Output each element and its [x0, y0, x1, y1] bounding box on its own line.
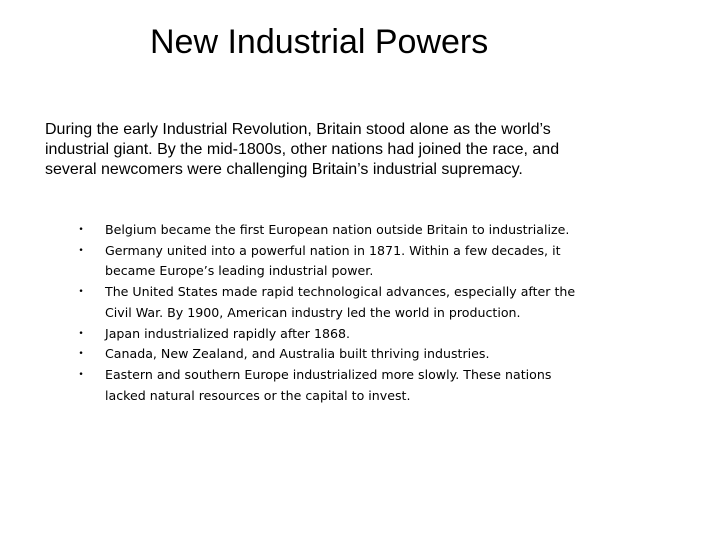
intro-paragraph: During the early Industrial Revolution, Britain stood alone as the world’s industrial giant. By the mid-1800s, other nations had joined the race, and several newcomers were challenging Britain’s industrial supremacy. — [45, 121, 560, 178]
bullet-text: Japan industrialized rapidly after 1868. — [105, 325, 351, 341]
bullet-icon: • — [78, 328, 84, 339]
bullet-icon: • — [78, 245, 84, 256]
bullet-text: Germany united into a powerful nation in 1871. Within a few decades, it became Europe’s leading industrial power. — [105, 242, 561, 279]
bullet-icon: • — [78, 225, 84, 235]
bullet-item — [76, 220, 586, 241]
bullet-list — [76, 220, 586, 406]
bullet-icon: • — [78, 349, 84, 360]
bullet-item — [76, 324, 586, 345]
bullet-text: The United States made rapid technological advances, especially after the Civil War. By 1900, American industry led the world in production. — [105, 284, 576, 320]
bullet-item — [76, 365, 586, 406]
bullet-item — [76, 282, 586, 323]
bullet-text: Belgium became the first European nation outside Britain to industrialize. — [105, 222, 570, 237]
bullet-icon: • — [78, 287, 84, 298]
bullet-icon: • — [78, 369, 84, 380]
bullet-text: Eastern and southern Europe industrialized more slowly. These nations lacked natural resources or the capital to invest. — [105, 366, 552, 403]
bullet-item — [76, 344, 586, 365]
bullet-item — [76, 241, 586, 282]
slide-title: New Industrial Powers — [150, 23, 489, 61]
bullet-text: Canada, New Zealand, and Australia built thriving industries. — [105, 346, 490, 362]
